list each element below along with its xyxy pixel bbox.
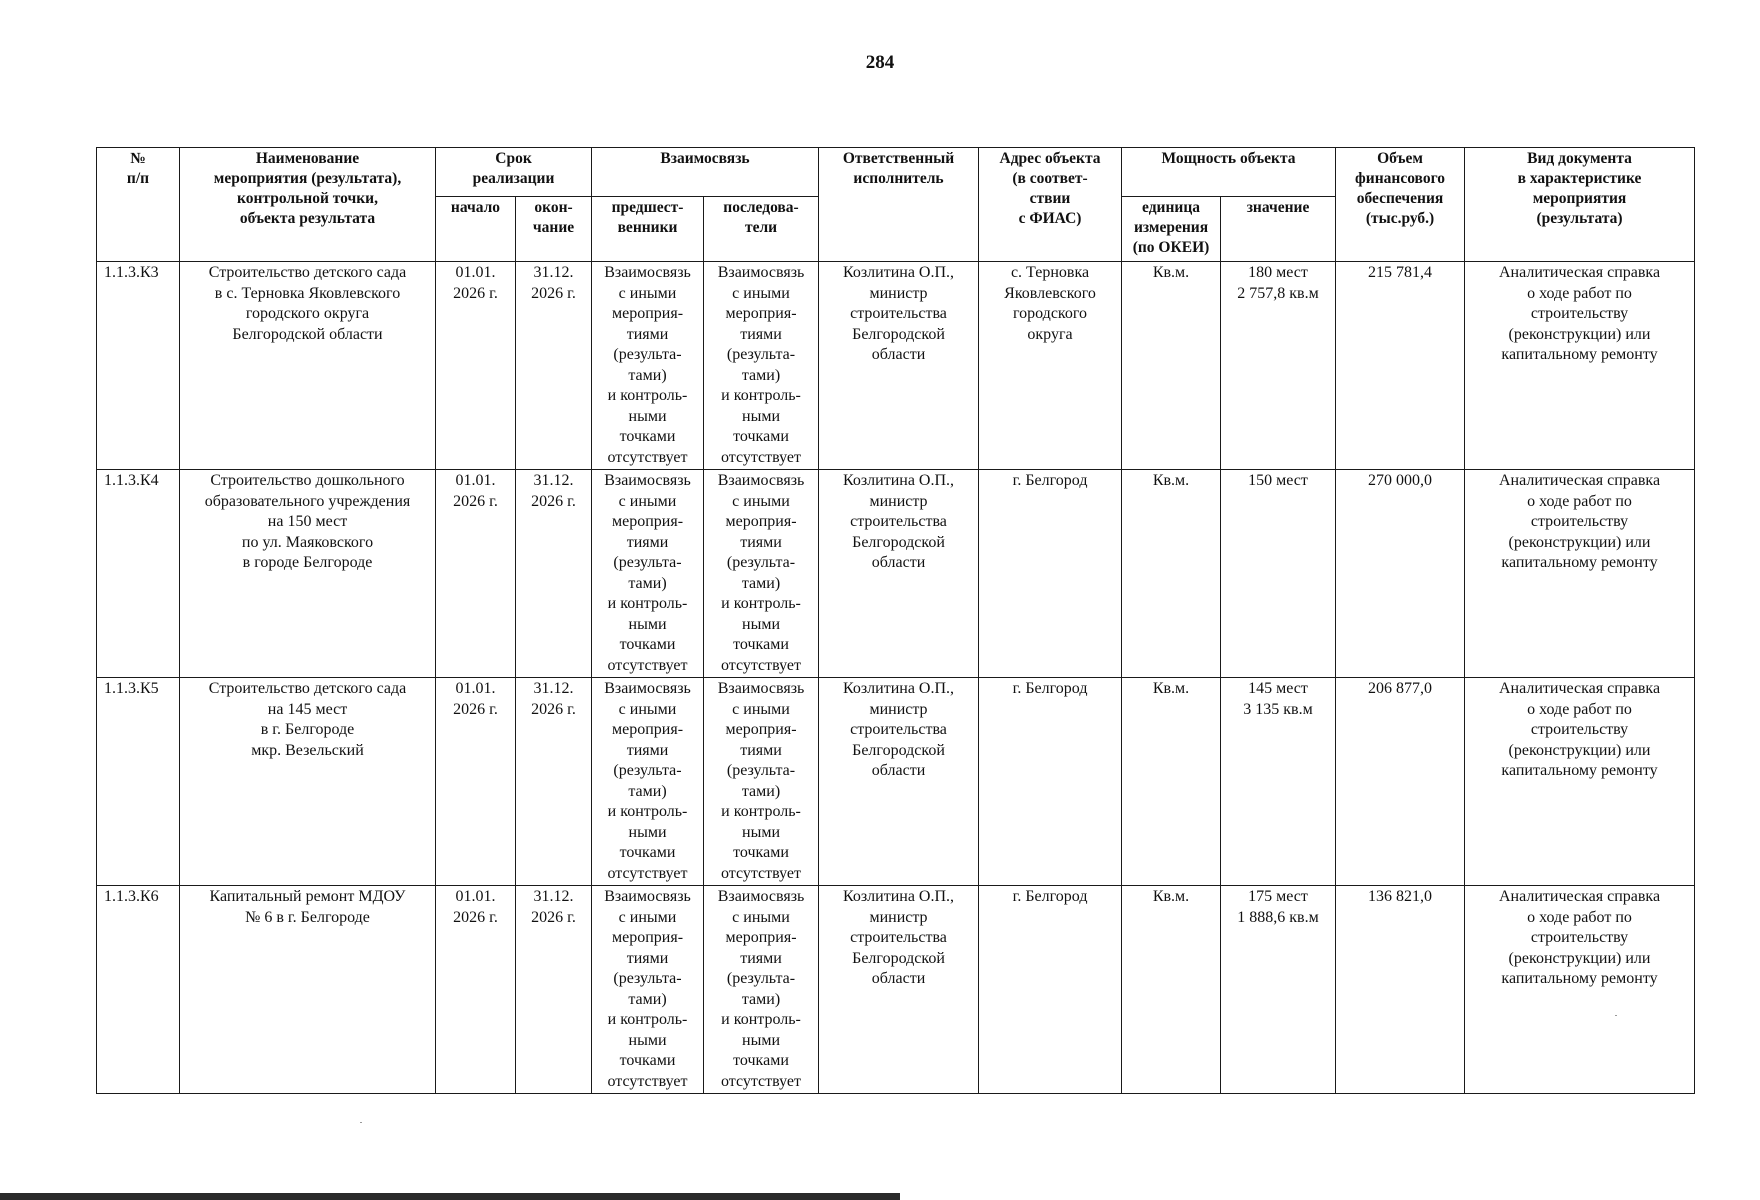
header-value: значение bbox=[1221, 197, 1336, 262]
cell-address: с. Терновка Яковлевского городского округа bbox=[979, 262, 1122, 470]
cell-predecessors: Взаимосвязь с иными мероприя- тиями (результа- тами) и контроль- ными точками отсутствует bbox=[592, 886, 704, 1094]
header-num: № п/п bbox=[97, 148, 180, 262]
cell-executor: Козлитина О.П., министр строительства Белгородской области bbox=[819, 886, 979, 1094]
cell-successors: Взаимосвязь с иными мероприя- тиями (результа- тами) и контроль- ными точками отсутствует bbox=[704, 886, 819, 1094]
header-capacity: Мощность объекта bbox=[1122, 148, 1336, 197]
cell-address: г. Белгород bbox=[979, 886, 1122, 1094]
header-executor: Ответственный исполнитель bbox=[819, 148, 979, 262]
table-row bbox=[97, 262, 1695, 470]
cell-executor: Козлитина О.П., министр строительства Белгородской области bbox=[819, 470, 979, 678]
header-end: окон- чание bbox=[516, 197, 592, 262]
cell-unit: Кв.м. bbox=[1122, 470, 1221, 678]
cell-end: 31.12. 2026 г. bbox=[516, 886, 592, 1094]
cell-unit: Кв.м. bbox=[1122, 886, 1221, 1094]
header-relation: Взаимосвязь bbox=[592, 148, 819, 197]
page-number: 284 bbox=[865, 52, 895, 73]
cell-doc-type: Аналитическая справка о ходе работ по строительству (реконструкции) или капитальному ремонту bbox=[1465, 678, 1695, 886]
cell-doc-type: Аналитическая справка о ходе работ по строительству (реконструкции) или капитальному ремонту bbox=[1465, 262, 1695, 470]
cell-num: 1.1.3.К3 bbox=[97, 262, 180, 470]
cell-address: г. Белгород bbox=[979, 470, 1122, 678]
table-row bbox=[97, 470, 1695, 678]
header-start: начало bbox=[436, 197, 516, 262]
cell-predecessors: Взаимосвязь с иными мероприя- тиями (результа- тами) и контроль- ными точками отсутствует bbox=[592, 470, 704, 678]
cell-value: 150 мест bbox=[1221, 470, 1336, 678]
events-table bbox=[96, 147, 1695, 1094]
cell-start: 01.01. 2026 г. bbox=[436, 470, 516, 678]
header-period: Срок реализации bbox=[436, 148, 592, 197]
cell-financing: 136 821,0 bbox=[1336, 886, 1465, 1094]
cell-financing: 206 877,0 bbox=[1336, 678, 1465, 886]
header-address: Адрес объекта (в соответ- ствии с ФИАС) bbox=[979, 148, 1122, 262]
header-predecessors: предшест- венники bbox=[592, 197, 704, 262]
cell-value: 145 мест 3 135 кв.м bbox=[1221, 678, 1336, 886]
cell-end: 31.12. 2026 г. bbox=[516, 678, 592, 886]
cell-executor: Козлитина О.П., министр строительства Белгородской области bbox=[819, 262, 979, 470]
cell-start: 01.01. 2026 г. bbox=[436, 886, 516, 1094]
cell-name: Строительство детского сада на 145 мест в г. Белгороде мкр. Везельский bbox=[180, 678, 436, 886]
cell-doc-type: Аналитическая справка о ходе работ по строительству (реконструкции) или капитальному ремонту bbox=[1465, 470, 1695, 678]
header-financing: Объем финансового обеспечения (тыс.руб.) bbox=[1336, 148, 1465, 262]
cell-executor: Козлитина О.П., министр строительства Белгородской области bbox=[819, 678, 979, 886]
cell-unit: Кв.м. bbox=[1122, 678, 1221, 886]
cell-address: г. Белгород bbox=[979, 678, 1122, 886]
header-unit: единица измерения (по ОКЕИ) bbox=[1122, 197, 1221, 262]
cell-doc-type: Аналитическая справка о ходе работ по строительству (реконструкции) или капитальному ремонту bbox=[1465, 886, 1695, 1094]
cell-name: Капитальный ремонт МДОУ № 6 в г. Белгороде bbox=[180, 886, 436, 1094]
header-doc-type: Вид документа в характеристике мероприятия (результата) bbox=[1465, 148, 1695, 262]
cell-end: 31.12. 2026 г. bbox=[516, 262, 592, 470]
cell-predecessors: Взаимосвязь с иными мероприя- тиями (результа- тами) и контроль- ными точками отсутствует bbox=[592, 678, 704, 886]
header-row bbox=[97, 148, 1695, 197]
cell-successors: Взаимосвязь с иными мероприя- тиями (результа- тами) и контроль- ными точками отсутствует bbox=[704, 262, 819, 470]
scan-edge-bar bbox=[0, 1193, 900, 1200]
cell-end: 31.12. 2026 г. bbox=[516, 470, 592, 678]
cell-financing: 215 781,4 bbox=[1336, 262, 1465, 470]
cell-predecessors: Взаимосвязь с иными мероприя- тиями (результа- тами) и контроль- ными точками отсутствует bbox=[592, 262, 704, 470]
cell-num: 1.1.3.К4 bbox=[97, 470, 180, 678]
cell-name: Строительство дошкольного образовательного учреждения на 150 мест по ул. Маяковского в городе Белгороде bbox=[180, 470, 436, 678]
cell-successors: Взаимосвязь с иными мероприя- тиями (результа- тами) и контроль- ными точками отсутствует bbox=[704, 678, 819, 886]
cell-financing: 270 000,0 bbox=[1336, 470, 1465, 678]
table-row bbox=[97, 886, 1695, 1094]
cell-successors: Взаимосвязь с иными мероприя- тиями (результа- тами) и контроль- ными точками отсутствует bbox=[704, 470, 819, 678]
cell-value: 175 мест 1 888,6 кв.м bbox=[1221, 886, 1336, 1094]
cell-name: Строительство детского сада в с. Терновка Яковлевского городского округа Белгородской области bbox=[180, 262, 436, 470]
cell-value: 180 мест 2 757,8 кв.м bbox=[1221, 262, 1336, 470]
cell-num: 1.1.3.К5 bbox=[97, 678, 180, 886]
table-row bbox=[97, 678, 1695, 886]
cell-num: 1.1.3.К6 bbox=[97, 886, 180, 1094]
cell-start: 01.01. 2026 г. bbox=[436, 262, 516, 470]
header-successors: последова- тели bbox=[704, 197, 819, 262]
scan-speck bbox=[1615, 1015, 1617, 1016]
cell-start: 01.01. 2026 г. bbox=[436, 678, 516, 886]
header-name: Наименование мероприятия (результата), контрольной точки, объекта результата bbox=[180, 148, 436, 262]
scan-speck bbox=[360, 1122, 362, 1123]
cell-unit: Кв.м. bbox=[1122, 262, 1221, 470]
